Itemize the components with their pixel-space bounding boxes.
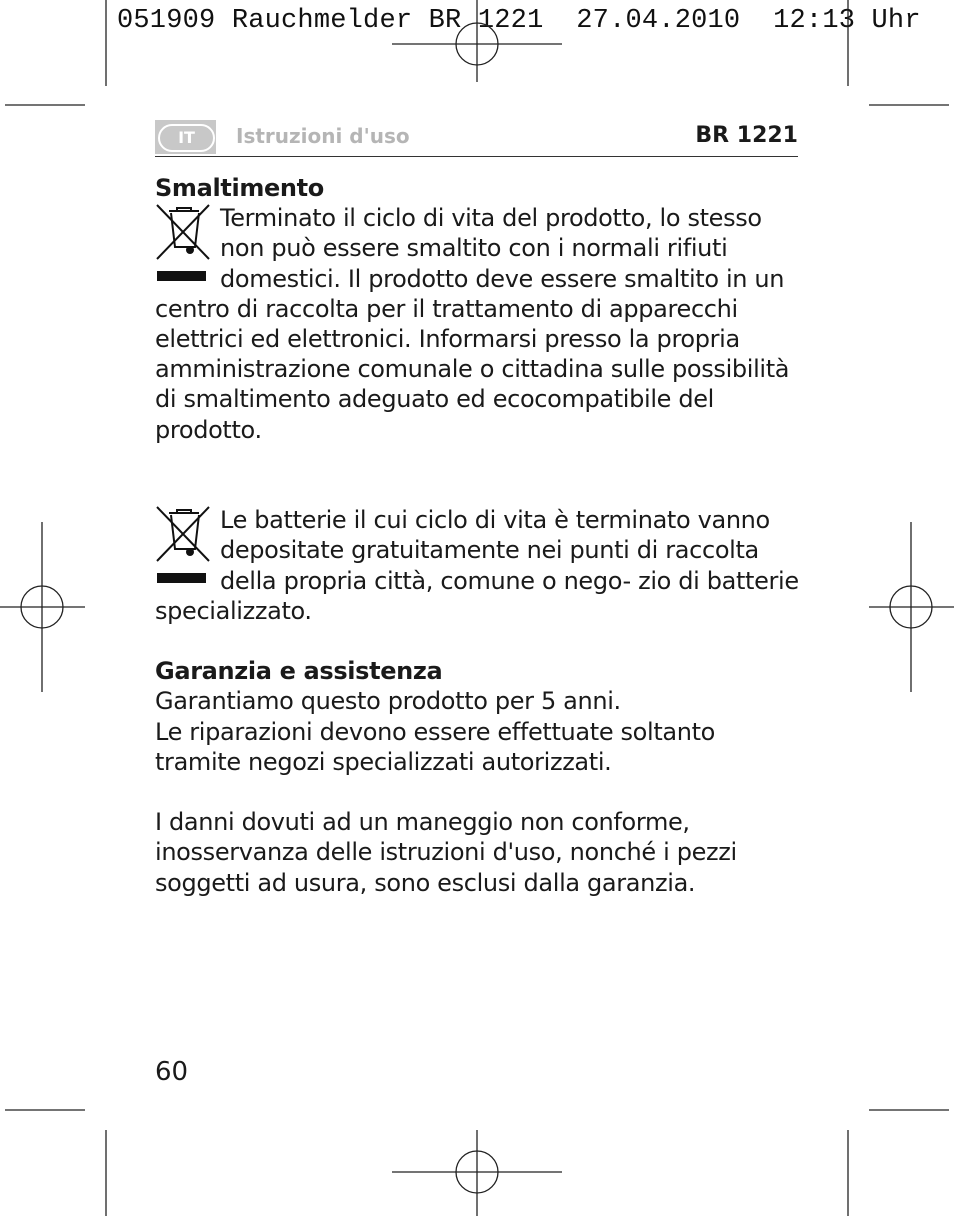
page-number: 60 bbox=[155, 1057, 189, 1087]
warranty-repairs-text: Le riparazioni devono essere effettuate soltanto tramite negozi specializzati autorizzati. bbox=[155, 717, 715, 776]
manual-title: Istruzioni d'uso bbox=[236, 124, 410, 148]
page-header bbox=[155, 120, 798, 157]
warranty-heading: Garanzia e assistenza bbox=[155, 657, 443, 686]
warranty-period-text: Garantiamo questo prodotto per 5 anni. bbox=[155, 687, 621, 716]
warranty-exclusions-text: I danni dovuti ad un maneggio non conforme, inosservanza delle istruzioni d'uso, nonché i pezzi soggetti ad usura, sono esclusi dalla garanzia. bbox=[155, 808, 737, 897]
language-badge bbox=[155, 120, 216, 154]
disposal-heading: Smaltimento bbox=[155, 174, 324, 202]
language-code: IT bbox=[158, 124, 215, 152]
battery-bin-icon bbox=[155, 505, 211, 595]
crossed-out-wheelie-bin-icon bbox=[155, 203, 211, 293]
model-code: BR 1221 bbox=[695, 123, 798, 148]
print-slug: 051909 Rauchmelder BR 1221 27.04.2010 12:13 Uhr bbox=[117, 6, 921, 36]
product-disposal-text: Terminato il ciclo di vita del prodotto, lo stesso non può essere smaltito con i normali rifiuti domestici. Il prodotto deve essere smaltito in un centro di raccolta per il trattamento di apparecchi elettrici ed elettronici. Informarsi presso la propria amministrazione comunale o cittadina sulle possibilità di smaltimento adeguato ed ecocompatibile del prodotto. bbox=[155, 204, 790, 444]
battery-disposal-text: Le batterie il cui ciclo di vita è terminato vanno depositate gratuitamente nei punti di raccolta della propria città, comune o nego- zio di batterie specializzato. bbox=[155, 506, 799, 625]
main-content bbox=[155, 173, 805, 898]
